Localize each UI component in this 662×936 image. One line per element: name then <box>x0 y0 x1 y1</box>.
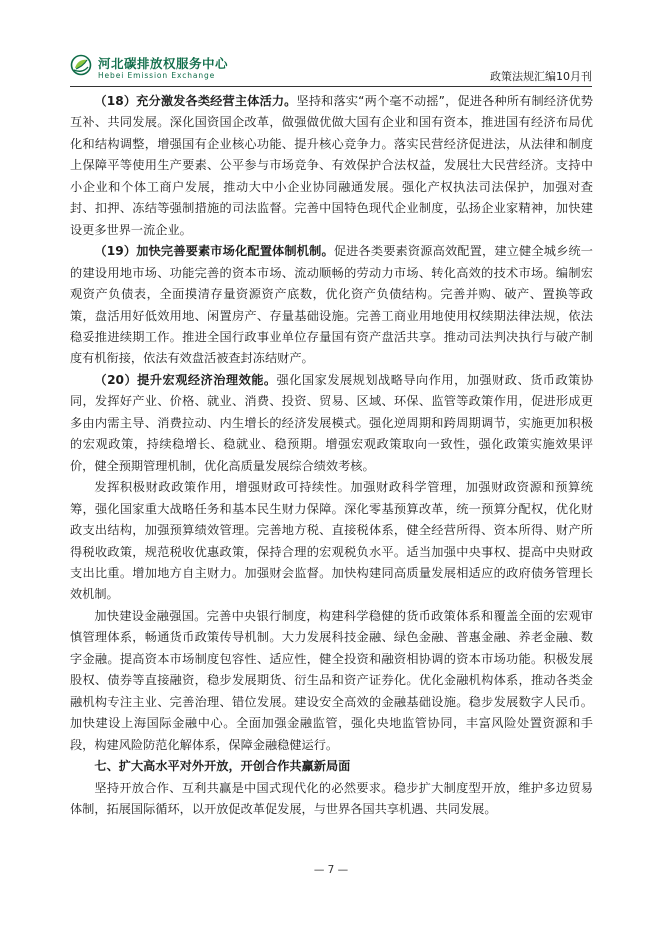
page-number: — 7 — <box>313 864 349 876</box>
page-header <box>70 50 592 86</box>
paragraph-18 <box>70 91 593 241</box>
organization-name-cn: 河北碳排放权服务中心 <box>98 56 229 71</box>
leaf-ring-logo-icon <box>70 54 92 76</box>
paragraph-20-heading: （20）提升宏观经济治理效能。 <box>94 372 277 387</box>
organization-name-en: Hebei Emission Exchange <box>98 71 216 80</box>
paragraph-20-text: 强化国家发展规划战略导向作用，加强财政、货币政策协同，发挥好产业、价格、就业、消费、投资、贸易、区域、环保、监管等政策作用，促进形成更多由内需主导、消费拉动、内生增长的经济发展模式。强化逆周期和跨周期调节，实施更加积极的宏观政策，持续稳增长、稳就业、稳预期。增强宏观政策取向一致性，强化政策实施效果评价，健全预期管理机制，优化高质量发展综合绩效考核。 <box>70 372 594 473</box>
paragraph-19-heading: （19）加快完善要素市场化配置体制机制。 <box>94 244 334 259</box>
paragraph-18-heading: （18）充分激发各类经营主体活力。 <box>94 94 297 108</box>
paragraph-18-text: 坚持和落实“两个毫不动摇”，促进各种所有制经济优势互补、共同发展。深化国资国企改革，做强做优做大国有企业和国有资本，推进国有经济布局优化和结构调整，增强国有企业核心功能、提升核心竞争力。落实民营经济促进法，从法律和制度上保障平等使用生产要素、公平参与市场竞争、有效保护合法权益，发展壮大民营经济。支持中小企业和个体工商户发展，推动大中小企业协同融通发展。强化产权执法司法保护，加强对查封、扣押、冻结等强制措施的司法监督。完善中国特色现代企业制度，弘扬企业家精神，加快建设更多世界一流企业。 <box>70 94 593 237</box>
paragraph-finance: 加快建设金融强国。完善中央银行制度，构建科学稳健的货币政策体系和覆盖全面的宏观审慎管理体系，畅通货币政策传导机制。大力发展科技金融、绿色金融、普惠金融、养老金融、数字金融。提高资本市场制度包容性、适应性，健全投资和融资相协调的资本市场功能。积极发展股权、债券等直接融资，稳步发展期货、衍生品和资产证券化。优化金融机构体系，推动各类金融机构专注主业、完善治理、错位发展。建设安全高效的金融基础设施。稳步发展数字人民币。加快建设上海国际金融中心。全面加强金融监管，强化央地监管协同，丰富风险处置资源和手段，构建风险防范化解体系，保障金融稳健运行。 <box>70 608 593 752</box>
publication-title: 政策法规汇编10月刊 <box>490 70 592 83</box>
document-body <box>70 91 593 820</box>
paragraph-fiscal: 发挥积极财政政策作用，增强财政可持续性。加强财政科学管理，加强财政资源和预算统筹，强化国家重大战略任务和基本民生财力保障。深化零基预算改革，统一预算分配权，优化财政支出结构，加强预算绩效管理。完善地方税、直接税体系，健全经营所得、资本所得、财产所得税收政策，规范税收优惠政策，保持合理的宏观税负水平。适当加强中央事权、提高中央财政支出比重。增加地方自主财力。加强财会监督。加快构建同高质量发展相适应的政府债务管理长效机制。 <box>70 480 593 602</box>
paragraph-19 <box>70 241 593 370</box>
header-divider <box>70 86 592 87</box>
paragraph-opening: 坚持开放合作、互利共赢是中国式现代化的必然要求。稳步扩大制度型开放，维护多边贸易体制，拓展国际循环，以开放促改革促发展，与世界各国共享机遇、共同发展。 <box>70 780 593 816</box>
section-7-heading: 七、扩大高水平对外开放，开创合作共赢新局面 <box>94 759 351 774</box>
paragraph-20 <box>70 370 593 477</box>
paragraph-19-text: 促进各类要素资源高效配置，建立健全城乡统一的建设用地市场、功能完善的资本市场、流动顺畅的劳动力市场、转化高效的技术市场。编制宏观资产负债表，全面摸清存量资源资产底数，优化资产负债结构。完善并购、破产、置换等政策，盘活用好低效用地、闲置房产、存量基础设施。完善工商业用地使用权续期法律法规，依法稳妥推进续期工作。推进全国行政事业单位存量国有资产盘活共享。推动司法判决执行与破产制度有机衔接，依法有效盘活被查封冻结财产。 <box>70 244 593 366</box>
